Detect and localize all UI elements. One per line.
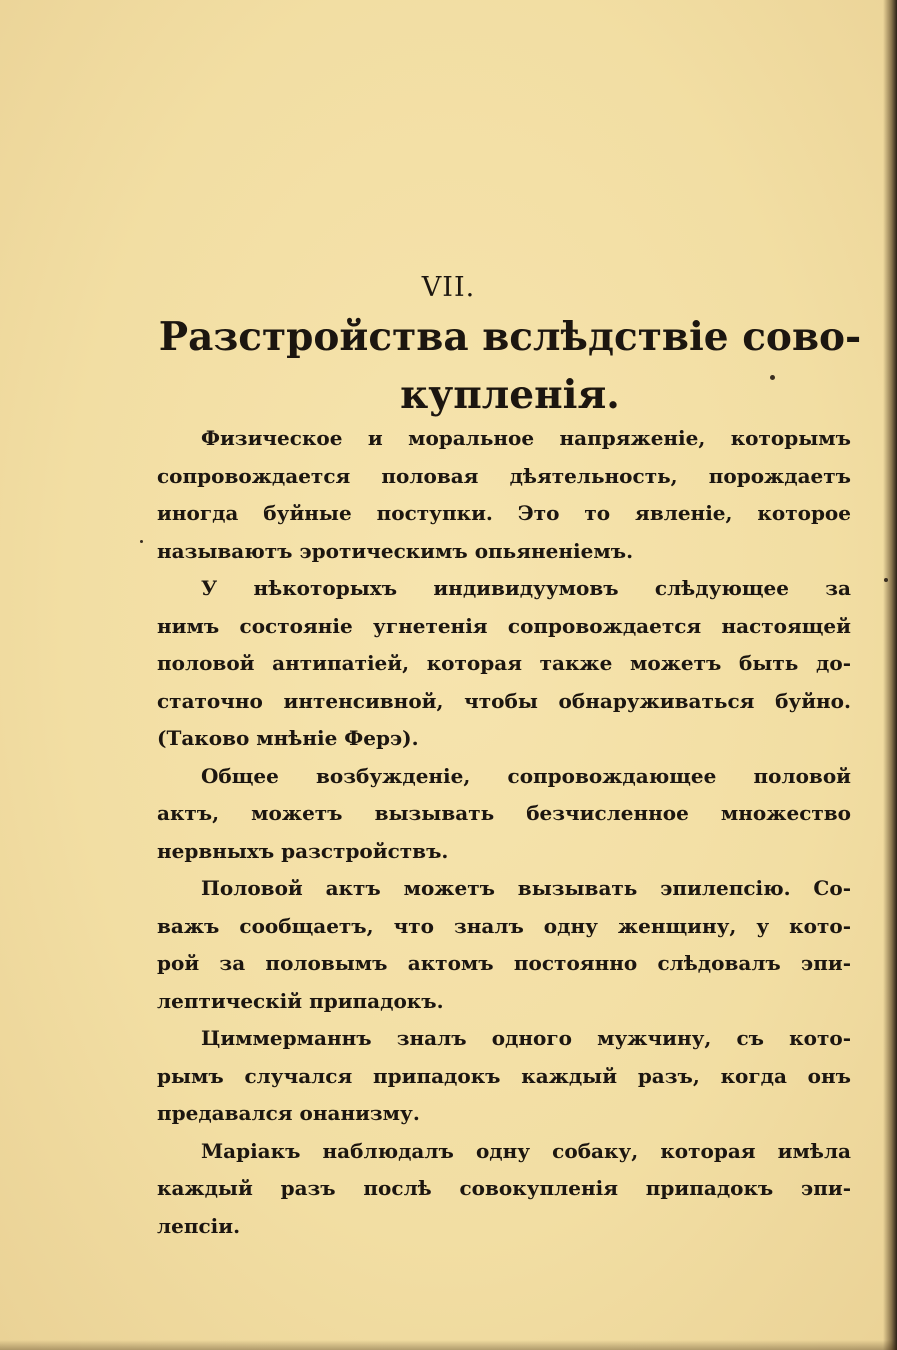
text-line: нервныхъ разстройствъ. bbox=[157, 838, 449, 863]
text-line: нимъ состояніе угнетенія сопровождается настоящей bbox=[157, 613, 851, 638]
text-line: лепсіи. bbox=[157, 1213, 241, 1238]
text-line: называютъ эротическимъ опьяненіемъ. bbox=[157, 538, 634, 563]
text-line: важъ сообщаетъ, что зналъ одну женщину, у кото- bbox=[157, 913, 851, 938]
text-line: иногда буйные поступки. Это то явленіе, которое bbox=[157, 501, 851, 525]
text-line: каждый разъ послѣ совокупленія припадокъ эпи- bbox=[157, 1176, 851, 1200]
text-line: Половой актъ можетъ вызывать эпилепсію. Со- bbox=[201, 876, 851, 900]
chapter-title-line-2: купленія. bbox=[400, 372, 620, 418]
paragraph bbox=[157, 1133, 851, 1246]
ink-speck bbox=[140, 540, 143, 543]
paragraph bbox=[157, 758, 851, 871]
paragraph bbox=[157, 1020, 851, 1133]
body-text bbox=[157, 420, 851, 1245]
text-line: предавался онанизму. bbox=[157, 1101, 420, 1125]
text-line: У нѣкоторыхъ индивидуумовъ слѣдующее за bbox=[201, 576, 851, 600]
chapter-title bbox=[150, 308, 870, 424]
text-line: сопровождается половая дѣятельность, порождаетъ bbox=[157, 463, 851, 488]
text-line: Физическое и моральное напряженіе, которымъ bbox=[201, 426, 851, 450]
text-line: Общее возбужденіе, сопровождающее половой bbox=[201, 763, 851, 788]
text-line: половой антипатіей, которая также можетъ быть до- bbox=[157, 651, 851, 675]
text-line: актъ, можетъ вызывать безчисленное множество bbox=[157, 801, 851, 825]
text-line: Циммерманнъ зналъ одного мужчину, съ кото- bbox=[201, 1026, 851, 1050]
text-line: (Таково мнѣніе Ферэ). bbox=[157, 726, 419, 750]
text-line: рымъ случался припадокъ каждый разъ, когда онъ bbox=[157, 1063, 851, 1088]
paragraph bbox=[157, 570, 851, 758]
text-line: статочно интенсивной, чтобы обнаруживаться буйно. bbox=[157, 688, 851, 713]
page-bottom-shadow bbox=[0, 1340, 897, 1350]
text-line: лептическій припадокъ. bbox=[157, 988, 444, 1013]
chapter-title-line-1: Разстройства вслѣдствіе сово- bbox=[158, 314, 862, 360]
page-edge-shadow bbox=[883, 0, 897, 1350]
paragraph bbox=[157, 420, 851, 570]
text-line: рой за половымъ актомъ постоянно слѣдовалъ эпи- bbox=[157, 951, 851, 975]
paragraph bbox=[157, 870, 851, 1020]
ink-speck bbox=[884, 578, 888, 582]
text-line: Маріакъ наблюдалъ одну собаку, которая имѣла bbox=[201, 1138, 851, 1163]
chapter-number: VII. bbox=[421, 272, 476, 303]
